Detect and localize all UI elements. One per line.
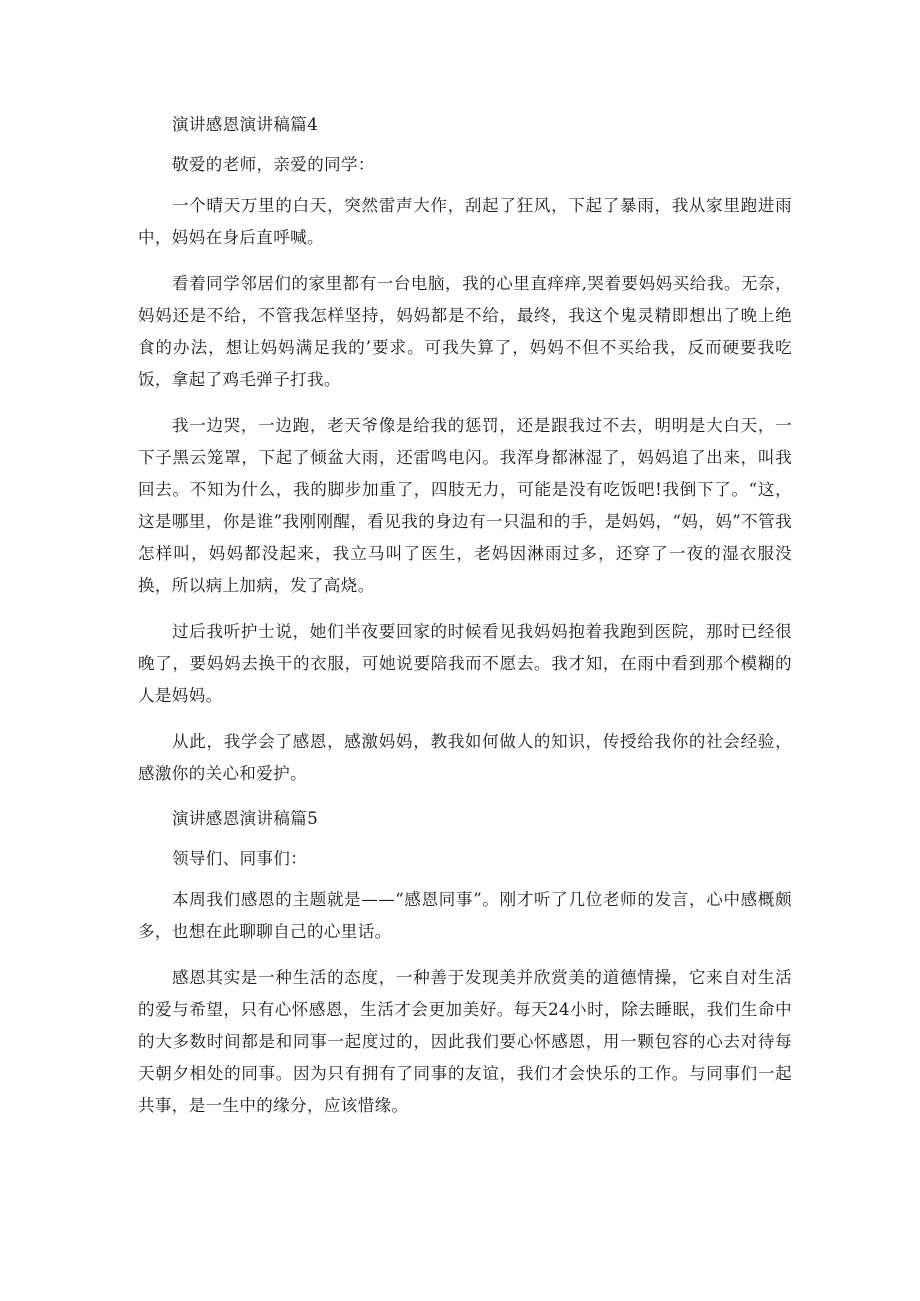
section-heading: 演讲感恩演讲稿篇5 (172, 809, 319, 828)
paragraph: 我一边哭，一边跑，老天爷像是给我的惩罚，还是跟我过不去，明明是大白天，一下子黑云笼罩，下起了倾盆大雨，还雷鸣电闪。我浑身都淋湿了，妈妈追了出来，叫我回去。不知为什么，我的脚步加重了，四肢无力，可能是没有吃饭吧!我倒下了。“这，这是哪里，你是谁”我刚刚醒，看见我的身边有一只温和的手，是妈妈，“妈，妈”不管我怎样叫，妈妈都没起来，我立马叫了医生，老妈因淋雨过多，还穿了一夜的湿衣服没换，所以病上加病，发了高烧。 (138, 416, 792, 595)
document-body (138, 110, 792, 1136)
paragraph: 过后我听护士说，她们半夜要回家的时候看见我妈妈抱着我跑到医院，那时已经很晚了，要妈妈去换干的衣服，可她说要陪我而不愿去。我才知，在雨中看到那个模糊的人是妈妈。 (138, 622, 792, 705)
salutation: 领导们、同事们： (172, 849, 308, 868)
section-heading: 演讲感恩演讲稿篇4 (172, 115, 319, 134)
paragraph: 感恩其实是一种生活的态度，一种善于发现美并欣赏美的道德情操，它来自对生活的爱与希望，只有心怀感恩，生活才会更加美好。每天24小时，除去睡眠，我们生命中的大多数时间都是和同事一起度过的，因此我们要心怀感恩，用一颗包容的心去对待每天朝夕相处的同事。因为只有拥有了同事的友谊，我们才会快乐的工作。与同事们一起共事，是一生中的缘分，应该惜缘。 (138, 968, 792, 1115)
paragraph: 一个晴天万里的白天，突然雷声大作，刮起了狂风，下起了暴雨，我从家里跑进雨中，妈妈在身后直呼喊。 (138, 196, 792, 247)
paragraph: 本周我们感恩的主题就是——“感恩同事”。刚才听了几位老师的发言，心中感概颇多，也想在此聊聊自己的心里话。 (138, 890, 792, 941)
paragraph: 看着同学邻居们的家里都有一台电脑，我的心里直痒痒,哭着要妈妈买给我。无奈，妈妈还是不给，不管我怎样坚持，妈妈都是不给，最终，我这个鬼灵精即想出了晚上绝食的办法，想让妈妈满足我的’要求。可我失算了，妈妈不但不买给我，反而硬要我吃饭，拿起了鸡毛弹子打我。 (138, 274, 792, 389)
salutation: 敬爱的老师，亲爱的同学： (172, 155, 375, 174)
paragraph: 从此，我学会了感恩，感激妈妈，教我如何做人的知识，传授给我你的社会经验，感激你的关心和爱护。 (138, 732, 792, 783)
